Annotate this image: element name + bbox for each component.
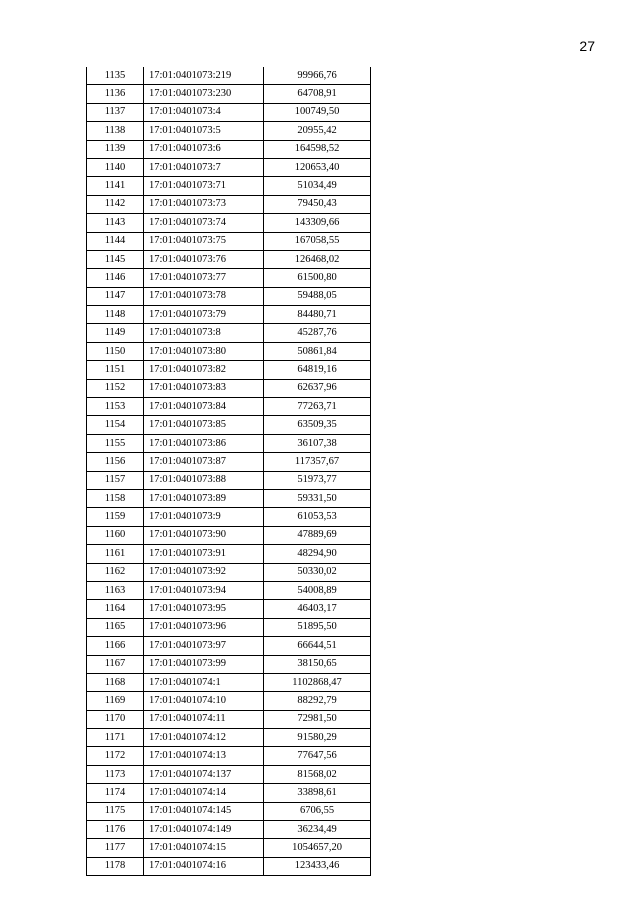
table-row bbox=[87, 729, 371, 747]
row-number-cell: 1142 bbox=[87, 195, 144, 213]
cadastral-number-cell: 17:01:0401073:99 bbox=[144, 655, 264, 673]
cadastral-number-cell: 17:01:0401074:11 bbox=[144, 710, 264, 728]
cadastral-number-cell: 17:01:0401073:87 bbox=[144, 453, 264, 471]
table-row bbox=[87, 85, 371, 103]
table-row bbox=[87, 600, 371, 618]
value-cell: 81568,02 bbox=[264, 765, 371, 783]
table-row bbox=[87, 103, 371, 121]
cadastral-number-cell: 17:01:0401073:94 bbox=[144, 581, 264, 599]
row-number-cell: 1162 bbox=[87, 563, 144, 581]
row-number-cell: 1156 bbox=[87, 453, 144, 471]
value-cell: 46403,17 bbox=[264, 600, 371, 618]
value-cell: 33898,61 bbox=[264, 784, 371, 802]
table-row bbox=[87, 802, 371, 820]
table-row bbox=[87, 581, 371, 599]
table-row bbox=[87, 637, 371, 655]
value-cell: 51034,49 bbox=[264, 177, 371, 195]
value-cell: 99966,76 bbox=[264, 67, 371, 85]
table-row bbox=[87, 765, 371, 783]
cadastral-number-cell: 17:01:0401073:74 bbox=[144, 214, 264, 232]
value-cell: 123433,46 bbox=[264, 857, 371, 875]
cadastral-number-cell: 17:01:0401073:85 bbox=[144, 416, 264, 434]
row-number-cell: 1148 bbox=[87, 306, 144, 324]
row-number-cell: 1158 bbox=[87, 489, 144, 507]
value-cell: 117357,67 bbox=[264, 453, 371, 471]
cadastral-number-cell: 17:01:0401073:86 bbox=[144, 434, 264, 452]
cadastral-number-cell: 17:01:0401074:1 bbox=[144, 673, 264, 691]
row-number-cell: 1154 bbox=[87, 416, 144, 434]
table-row bbox=[87, 140, 371, 158]
table-row bbox=[87, 195, 371, 213]
cadastral-number-cell: 17:01:0401074:12 bbox=[144, 729, 264, 747]
table-row bbox=[87, 489, 371, 507]
row-number-cell: 1145 bbox=[87, 250, 144, 268]
table-row bbox=[87, 398, 371, 416]
table-row bbox=[87, 122, 371, 140]
value-cell: 63509,35 bbox=[264, 416, 371, 434]
cadastral-number-cell: 17:01:0401073:6 bbox=[144, 140, 264, 158]
cadastral-number-cell: 17:01:0401073:95 bbox=[144, 600, 264, 618]
cadastral-number-cell: 17:01:0401073:84 bbox=[144, 398, 264, 416]
row-number-cell: 1151 bbox=[87, 361, 144, 379]
row-number-cell: 1150 bbox=[87, 342, 144, 360]
row-number-cell: 1163 bbox=[87, 581, 144, 599]
table-row bbox=[87, 324, 371, 342]
cadastral-number-cell: 17:01:0401074:14 bbox=[144, 784, 264, 802]
value-cell: 77263,71 bbox=[264, 398, 371, 416]
row-number-cell: 1167 bbox=[87, 655, 144, 673]
value-cell: 164598,52 bbox=[264, 140, 371, 158]
table-row bbox=[87, 177, 371, 195]
cadastral-number-cell: 17:01:0401073:76 bbox=[144, 250, 264, 268]
value-cell: 36234,49 bbox=[264, 821, 371, 839]
value-cell: 64819,16 bbox=[264, 361, 371, 379]
row-number-cell: 1173 bbox=[87, 765, 144, 783]
table-row bbox=[87, 563, 371, 581]
value-cell: 6706,55 bbox=[264, 802, 371, 820]
value-cell: 167058,55 bbox=[264, 232, 371, 250]
table-row bbox=[87, 692, 371, 710]
cadastral-number-cell: 17:01:0401073:90 bbox=[144, 526, 264, 544]
cadastral-number-cell: 17:01:0401073:89 bbox=[144, 489, 264, 507]
table-row bbox=[87, 342, 371, 360]
row-number-cell: 1141 bbox=[87, 177, 144, 195]
table-row bbox=[87, 655, 371, 673]
row-number-cell: 1174 bbox=[87, 784, 144, 802]
table-row bbox=[87, 821, 371, 839]
row-number-cell: 1144 bbox=[87, 232, 144, 250]
table-row bbox=[87, 416, 371, 434]
value-cell: 61053,53 bbox=[264, 508, 371, 526]
table-row bbox=[87, 545, 371, 563]
row-number-cell: 1152 bbox=[87, 379, 144, 397]
table-row bbox=[87, 857, 371, 875]
cadastral-number-cell: 17:01:0401073:4 bbox=[144, 103, 264, 121]
value-cell: 84480,71 bbox=[264, 306, 371, 324]
row-number-cell: 1165 bbox=[87, 618, 144, 636]
value-cell: 51973,77 bbox=[264, 471, 371, 489]
table-row bbox=[87, 306, 371, 324]
cadastral-number-cell: 17:01:0401073:78 bbox=[144, 287, 264, 305]
cadastral-number-cell: 17:01:0401073:230 bbox=[144, 85, 264, 103]
cadastral-number-cell: 17:01:0401074:145 bbox=[144, 802, 264, 820]
table-row bbox=[87, 618, 371, 636]
row-number-cell: 1155 bbox=[87, 434, 144, 452]
cadastral-number-cell: 17:01:0401073:96 bbox=[144, 618, 264, 636]
value-cell: 1054657,20 bbox=[264, 839, 371, 857]
value-cell: 38150,65 bbox=[264, 655, 371, 673]
value-cell: 59331,50 bbox=[264, 489, 371, 507]
value-cell: 66644,51 bbox=[264, 637, 371, 655]
row-number-cell: 1137 bbox=[87, 103, 144, 121]
cadastral-number-cell: 17:01:0401073:92 bbox=[144, 563, 264, 581]
table-row bbox=[87, 269, 371, 287]
cadastral-number-cell: 17:01:0401073:7 bbox=[144, 158, 264, 176]
value-cell: 61500,80 bbox=[264, 269, 371, 287]
value-cell: 77647,56 bbox=[264, 747, 371, 765]
value-cell: 48294,90 bbox=[264, 545, 371, 563]
row-number-cell: 1172 bbox=[87, 747, 144, 765]
row-number-cell: 1140 bbox=[87, 158, 144, 176]
value-cell: 88292,79 bbox=[264, 692, 371, 710]
table-row bbox=[87, 287, 371, 305]
row-number-cell: 1159 bbox=[87, 508, 144, 526]
row-number-cell: 1138 bbox=[87, 122, 144, 140]
table-row bbox=[87, 158, 371, 176]
value-cell: 120653,40 bbox=[264, 158, 371, 176]
row-number-cell: 1147 bbox=[87, 287, 144, 305]
row-number-cell: 1178 bbox=[87, 857, 144, 875]
value-cell: 143309,66 bbox=[264, 214, 371, 232]
row-number-cell: 1143 bbox=[87, 214, 144, 232]
row-number-cell: 1146 bbox=[87, 269, 144, 287]
table-row bbox=[87, 508, 371, 526]
row-number-cell: 1157 bbox=[87, 471, 144, 489]
row-number-cell: 1164 bbox=[87, 600, 144, 618]
value-cell: 64708,91 bbox=[264, 85, 371, 103]
row-number-cell: 1177 bbox=[87, 839, 144, 857]
cadastral-value-table bbox=[86, 67, 371, 876]
row-number-cell: 1135 bbox=[87, 67, 144, 85]
value-cell: 50330,02 bbox=[264, 563, 371, 581]
table-row bbox=[87, 361, 371, 379]
value-cell: 45287,76 bbox=[264, 324, 371, 342]
value-cell: 1102868,47 bbox=[264, 673, 371, 691]
row-number-cell: 1161 bbox=[87, 545, 144, 563]
row-number-cell: 1176 bbox=[87, 821, 144, 839]
cadastral-number-cell: 17:01:0401073:5 bbox=[144, 122, 264, 140]
table-row bbox=[87, 471, 371, 489]
row-number-cell: 1175 bbox=[87, 802, 144, 820]
row-number-cell: 1136 bbox=[87, 85, 144, 103]
table-row bbox=[87, 839, 371, 857]
table-row bbox=[87, 673, 371, 691]
table-body bbox=[87, 67, 371, 876]
table-row bbox=[87, 784, 371, 802]
value-cell: 59488,05 bbox=[264, 287, 371, 305]
table-row bbox=[87, 67, 371, 85]
row-number-cell: 1169 bbox=[87, 692, 144, 710]
cadastral-number-cell: 17:01:0401073:77 bbox=[144, 269, 264, 287]
table-row bbox=[87, 434, 371, 452]
row-number-cell: 1149 bbox=[87, 324, 144, 342]
cadastral-number-cell: 17:01:0401073:73 bbox=[144, 195, 264, 213]
row-number-cell: 1160 bbox=[87, 526, 144, 544]
cadastral-number-cell: 17:01:0401073:91 bbox=[144, 545, 264, 563]
cadastral-number-cell: 17:01:0401074:13 bbox=[144, 747, 264, 765]
table-row bbox=[87, 232, 371, 250]
value-cell: 51895,50 bbox=[264, 618, 371, 636]
cadastral-number-cell: 17:01:0401073:82 bbox=[144, 361, 264, 379]
table-row bbox=[87, 214, 371, 232]
cadastral-number-cell: 17:01:0401073:71 bbox=[144, 177, 264, 195]
cadastral-number-cell: 17:01:0401073:9 bbox=[144, 508, 264, 526]
cadastral-number-cell: 17:01:0401074:149 bbox=[144, 821, 264, 839]
value-cell: 36107,38 bbox=[264, 434, 371, 452]
cadastral-number-cell: 17:01:0401074:137 bbox=[144, 765, 264, 783]
value-cell: 20955,42 bbox=[264, 122, 371, 140]
value-cell: 91580,29 bbox=[264, 729, 371, 747]
cadastral-number-cell: 17:01:0401073:88 bbox=[144, 471, 264, 489]
value-cell: 100749,50 bbox=[264, 103, 371, 121]
cadastral-number-cell: 17:01:0401073:8 bbox=[144, 324, 264, 342]
row-number-cell: 1168 bbox=[87, 673, 144, 691]
cadastral-number-cell: 17:01:0401074:16 bbox=[144, 857, 264, 875]
value-cell: 47889,69 bbox=[264, 526, 371, 544]
cadastral-number-cell: 17:01:0401074:10 bbox=[144, 692, 264, 710]
value-cell: 79450,43 bbox=[264, 195, 371, 213]
row-number-cell: 1166 bbox=[87, 637, 144, 655]
table-row bbox=[87, 453, 371, 471]
value-cell: 126468,02 bbox=[264, 250, 371, 268]
row-number-cell: 1139 bbox=[87, 140, 144, 158]
cadastral-number-cell: 17:01:0401073:79 bbox=[144, 306, 264, 324]
cadastral-number-cell: 17:01:0401073:97 bbox=[144, 637, 264, 655]
cadastral-number-cell: 17:01:0401073:83 bbox=[144, 379, 264, 397]
value-cell: 72981,50 bbox=[264, 710, 371, 728]
row-number-cell: 1171 bbox=[87, 729, 144, 747]
page-number: 27 bbox=[579, 38, 595, 54]
table-row bbox=[87, 250, 371, 268]
cadastral-number-cell: 17:01:0401074:15 bbox=[144, 839, 264, 857]
table-row bbox=[87, 747, 371, 765]
cadastral-number-cell: 17:01:0401073:75 bbox=[144, 232, 264, 250]
value-cell: 62637,96 bbox=[264, 379, 371, 397]
table-row bbox=[87, 526, 371, 544]
row-number-cell: 1153 bbox=[87, 398, 144, 416]
table-row bbox=[87, 710, 371, 728]
table-row bbox=[87, 379, 371, 397]
cadastral-number-cell: 17:01:0401073:219 bbox=[144, 67, 264, 85]
cadastral-number-cell: 17:01:0401073:80 bbox=[144, 342, 264, 360]
value-cell: 54008,89 bbox=[264, 581, 371, 599]
value-cell: 50861,84 bbox=[264, 342, 371, 360]
row-number-cell: 1170 bbox=[87, 710, 144, 728]
